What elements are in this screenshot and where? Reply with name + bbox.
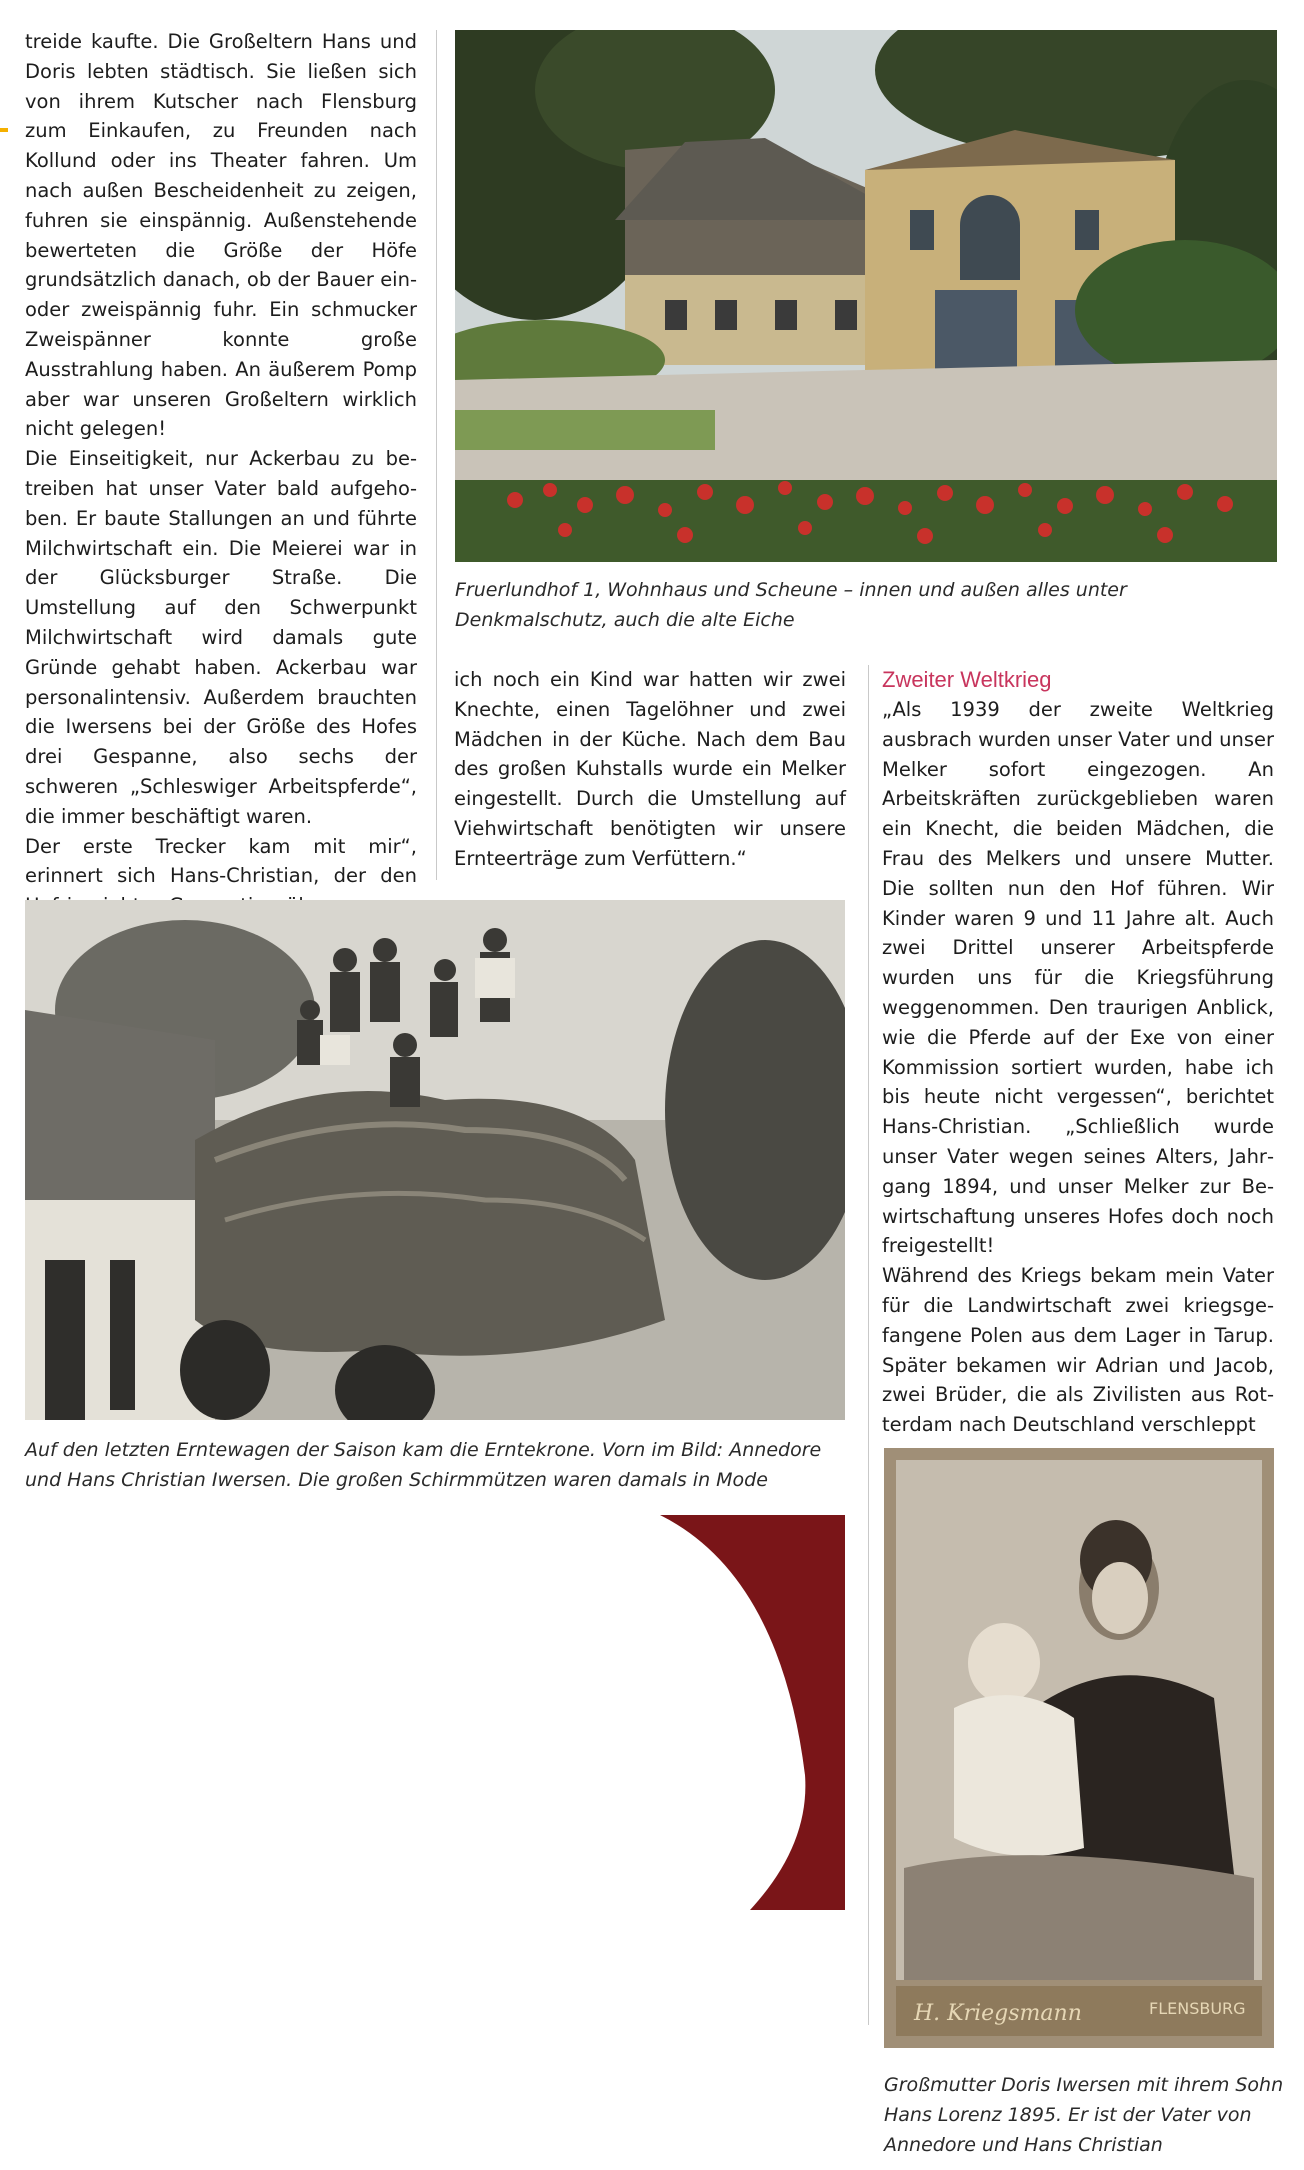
farmhouse-caption: Fruerlundhof 1, Wohnhaus und Scheune – innen und außen alles unter Denkmalschutz, auch die alte Eiche xyxy=(455,579,1127,631)
photographer-imprint: H. Kriegsmann xyxy=(914,2001,1082,2026)
text-column-right xyxy=(882,665,1274,1440)
paragraph: Die Einseitigkeit, nur Ackerbau zu betreiben hat unser Vater bald aufgehoben. Er baute Stallungen an und führte Milchwirtschaft ein. Die Meierei war in der Glücksburger Straße. Die Umstellung auf den Schwerpunkt Milchwirtschaft wird damals gute Gründe gehabt haben. Ackerbau war personalintensiv. Außerdem brauchten die Iwersens bei der Größe des Hofes drei Gespanne, also sechs der schweren „Schleswiger Arbeitspferde“, die immer beschäftigt waren. xyxy=(25,447,417,828)
text-column-left xyxy=(25,27,417,951)
accent-marker xyxy=(0,128,8,132)
section-heading: Zweiter Weltkrieg xyxy=(882,667,1052,692)
text-column-middle xyxy=(454,665,846,874)
harvest-photo xyxy=(25,900,845,1420)
portrait-photo xyxy=(884,1448,1274,2048)
city-imprint: FLENSBURG xyxy=(1149,1999,1246,2018)
paragraph: ich noch ein Kind war hatten wir zwei Knechte, einen Tagelöhner und zwei Mädchen in der Küche. Nach dem Bau des großen Kuhstalls wurde ein Melker eingestellt. Durch die Umstellung auf Viehwirtschaft benötigten wir unsere Ernteerträge zum Verfüttern.“ xyxy=(454,668,846,870)
paragraph: Während des Kriegs bekam mein Vater für die Landwirtschaft zwei kriegsgefangene Polen aus dem Lager in Tarup. Später bekamen wir Adrian und Jacob, zwei Brüder, die als Zivilisten aus Rotterdam nach Deutschland verschleppt xyxy=(882,1264,1274,1437)
harvest-caption: Auf den letzten Erntewagen der Saison kam die Erntekrone. Vorn im Bild: Annedore und Hans Christian Iwersen. Die großen Schirmmützen waren damals in Mode xyxy=(25,1439,822,1491)
portrait-caption: Großmutter Doris Iwersen mit ihrem Sohn Hans Lorenz 1895. Er ist der Vater von Annedore und Hans Christian xyxy=(884,2074,1284,2156)
paragraph: Der erste Trecker kam mit mir“, erinnert sich Hans-Christian, der den xyxy=(25,834,417,888)
decorative-red-block xyxy=(660,1515,845,1910)
column-divider xyxy=(868,665,869,2025)
farmhouse-photo xyxy=(455,30,1277,562)
paragraph: treide kaufte. Die Großeltern Hans und Doris lebten städtisch. Sie ließen sich von ihrem Kutscher nach Flensburg zum Einkaufen, zu Freunden nach Kollund oder ins Theater fahren. Um nach außen Bescheidenheit zu zeigen, fuhren sie einspännig. Außenstehende bewerteten die Größe der Höfe grundsätzlich danach, ob der Bauer ein- oder zweispännig fuhr. Ein schmucker Zweispänner konnte große Ausstrahlung haben. An äußerem Pomp aber war unseren Großeltern wirklich nicht gelegen! xyxy=(25,30,417,441)
column-divider xyxy=(436,30,437,880)
paragraph: „Als 1939 der zweite Weltkrieg ausbrach wurden unser Vater und unser Melker sofort eingezogen. An Arbeitskräften zurückgeblieben waren ein Knecht, die beiden Mädchen, die Frau des Melkers und unsere Mutter. Die sollten nun den Hof führen. Wir Kinder waren 9 und 11 Jahre alt. Auch zwei Drittel unserer Arbeitspferde wurden uns für die Kriegsführung weggenommen. Den traurigen Anblick, wie die Pferde auf der Exe von einer Kommission sortiert wurden, habe ich bis heute nicht vergessen“, berichtet Hans-Christian. „Schließlich wurde unser Vater wegen seines Alters, Jahrgang 1894, und unser Melker zur Bewirtschaftung unseres Hofes doch noch freigestellt! xyxy=(882,698,1274,1258)
